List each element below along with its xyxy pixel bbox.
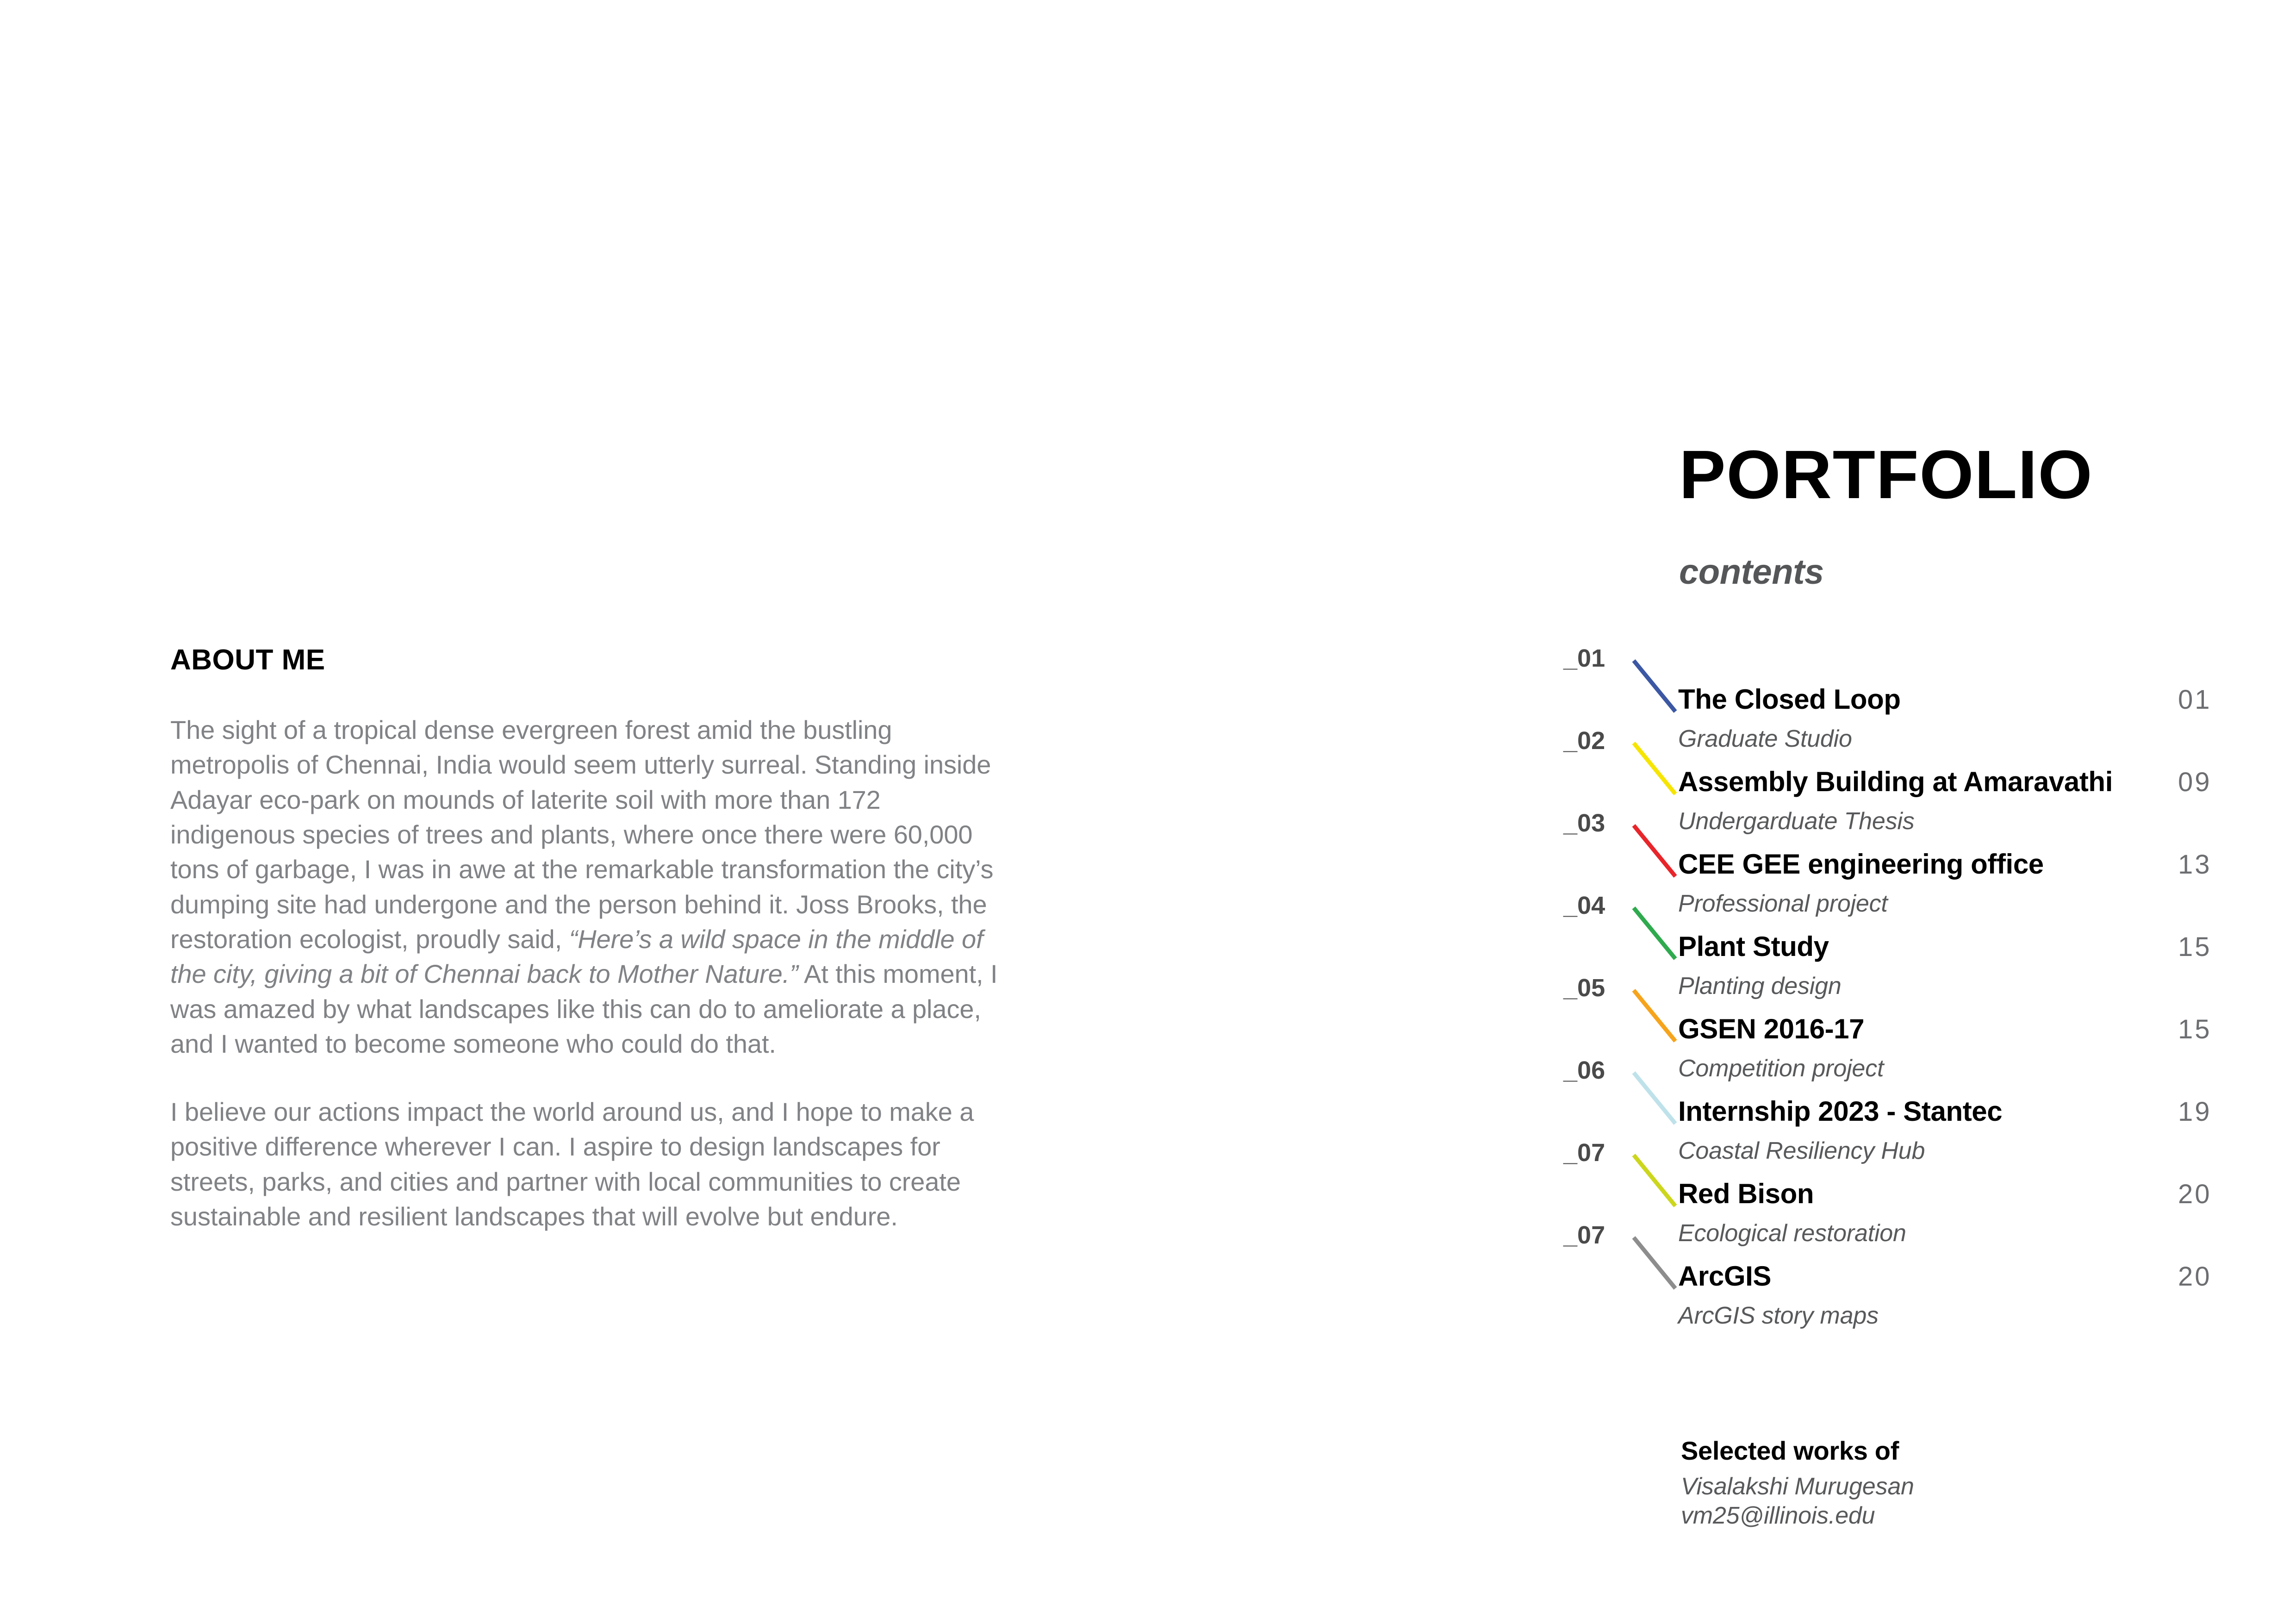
toc-entry-page-number: 13	[2178, 849, 2212, 880]
toc-entry-title[interactable]: Red Bison	[1678, 1178, 1814, 1209]
toc-connector-line	[1634, 825, 1675, 876]
toc-connector-line	[1634, 661, 1675, 712]
toc-connector-line	[1634, 990, 1675, 1041]
toc-entry-subtitle: Professional project	[1678, 890, 1888, 917]
toc-index-6: _06	[1563, 1056, 1605, 1084]
toc-entry-subtitle: Competition project	[1678, 1055, 1884, 1082]
toc-entry-subtitle: Planting design	[1678, 973, 1842, 999]
toc-entry-page-number: 01	[2178, 685, 2212, 715]
toc-index-1: _01	[1563, 644, 1605, 672]
toc-entry-page-number: 20	[2178, 1179, 2212, 1209]
toc-index-8: _07	[1563, 1221, 1605, 1249]
table-of-contents	[1563, 646, 2296, 1387]
contents-subtitle: contents	[1679, 552, 1824, 592]
toc-entry-title[interactable]: GSEN 2016-17	[1678, 1013, 1865, 1044]
about-me-paragraph-1	[170, 712, 999, 1061]
toc-index-7: _07	[1563, 1139, 1605, 1167]
toc-entry-page-number: 15	[2178, 932, 2212, 962]
toc-entry-title[interactable]: Internship 2023 - Stantec	[1678, 1096, 2003, 1127]
toc-entry-subtitle: Ecological restoration	[1678, 1220, 1906, 1247]
toc-entry-page-number: 19	[2178, 1097, 2212, 1127]
about-paragraph-1-outro: At this moment, I was amazed by what landscapes like this can do to ameliorate a place, and I wanted to become someone who could do that.	[170, 959, 998, 1058]
page-title: PORTFOLIO	[1679, 437, 2093, 513]
toc-entry-subtitle: Undergarduate Thesis	[1678, 808, 1915, 835]
toc-entry-title[interactable]: The Closed Loop	[1678, 684, 1901, 715]
toc-entry-subtitle: ArcGIS story maps	[1678, 1302, 1879, 1329]
toc-entry-title[interactable]: Assembly Building at Amaravathi	[1678, 766, 2113, 797]
toc-index-5: _05	[1563, 974, 1605, 1002]
credit-email: vm25@illinois.edu	[1681, 1502, 1875, 1530]
credit-block	[1681, 1438, 2097, 1531]
about-paragraph-1-intro: The sight of a tropical dense evergreen forest amid the bustling metropolis of Chennai, India would seem utterly surreal. Standing inside Adayar eco-park on mounds of laterite soil with more than 172 indigenous species of trees and plants, where once there were 60,000 tons of garbage, I was in awe at the remarkable transformation the city’s dumping site had undergone and the person behind it. Joss Brooks, the restoration ecologist, proudly said,	[170, 715, 994, 954]
toc-entry-title[interactable]: CEE GEE engineering office	[1678, 849, 2044, 880]
about-paragraph-1-quote: “Here’s a wild space in the middle of the city, giving a bit of Chennai back to Mother Nature.”	[170, 924, 983, 989]
toc-connector-line	[1634, 1237, 1675, 1288]
toc-index-4: _04	[1563, 892, 1605, 919]
toc-entry-subtitle: Coastal Resiliency Hub	[1678, 1137, 1925, 1164]
toc-index-2: _02	[1563, 727, 1605, 755]
credit-author-name: Visalakshi Murugesan	[1681, 1473, 1914, 1500]
toc-entry-page-number: 15	[2178, 1014, 2212, 1044]
toc-index-3: _03	[1563, 809, 1605, 837]
credit-heading: Selected works of	[1681, 1436, 1899, 1465]
toc-entry-subtitle: Graduate Studio	[1678, 725, 1852, 752]
toc-connector-line	[1634, 1155, 1675, 1206]
toc-entry-page-number: 09	[2178, 767, 2212, 797]
toc-connector-line	[1634, 1073, 1675, 1124]
toc-connector-line	[1634, 743, 1675, 794]
toc-entry-page-number: 20	[2178, 1262, 2212, 1292]
about-me-section	[170, 646, 999, 1234]
toc-entry-title[interactable]: Plant Study	[1678, 931, 1829, 962]
about-me-paragraph-2: I believe our actions impact the world around us, and I hope to make a positive difference wherever I can. I aspire to design landscapes for streets, parks, and cities and partner with local communities to create sustainable and resilient landscapes that will evolve but endure.	[170, 1097, 974, 1231]
about-me-heading: ABOUT ME	[170, 644, 325, 676]
toc-entry-title[interactable]: ArcGIS	[1678, 1261, 1772, 1292]
right-column	[1563, 0, 2296, 1624]
toc-connector-line	[1634, 908, 1675, 959]
